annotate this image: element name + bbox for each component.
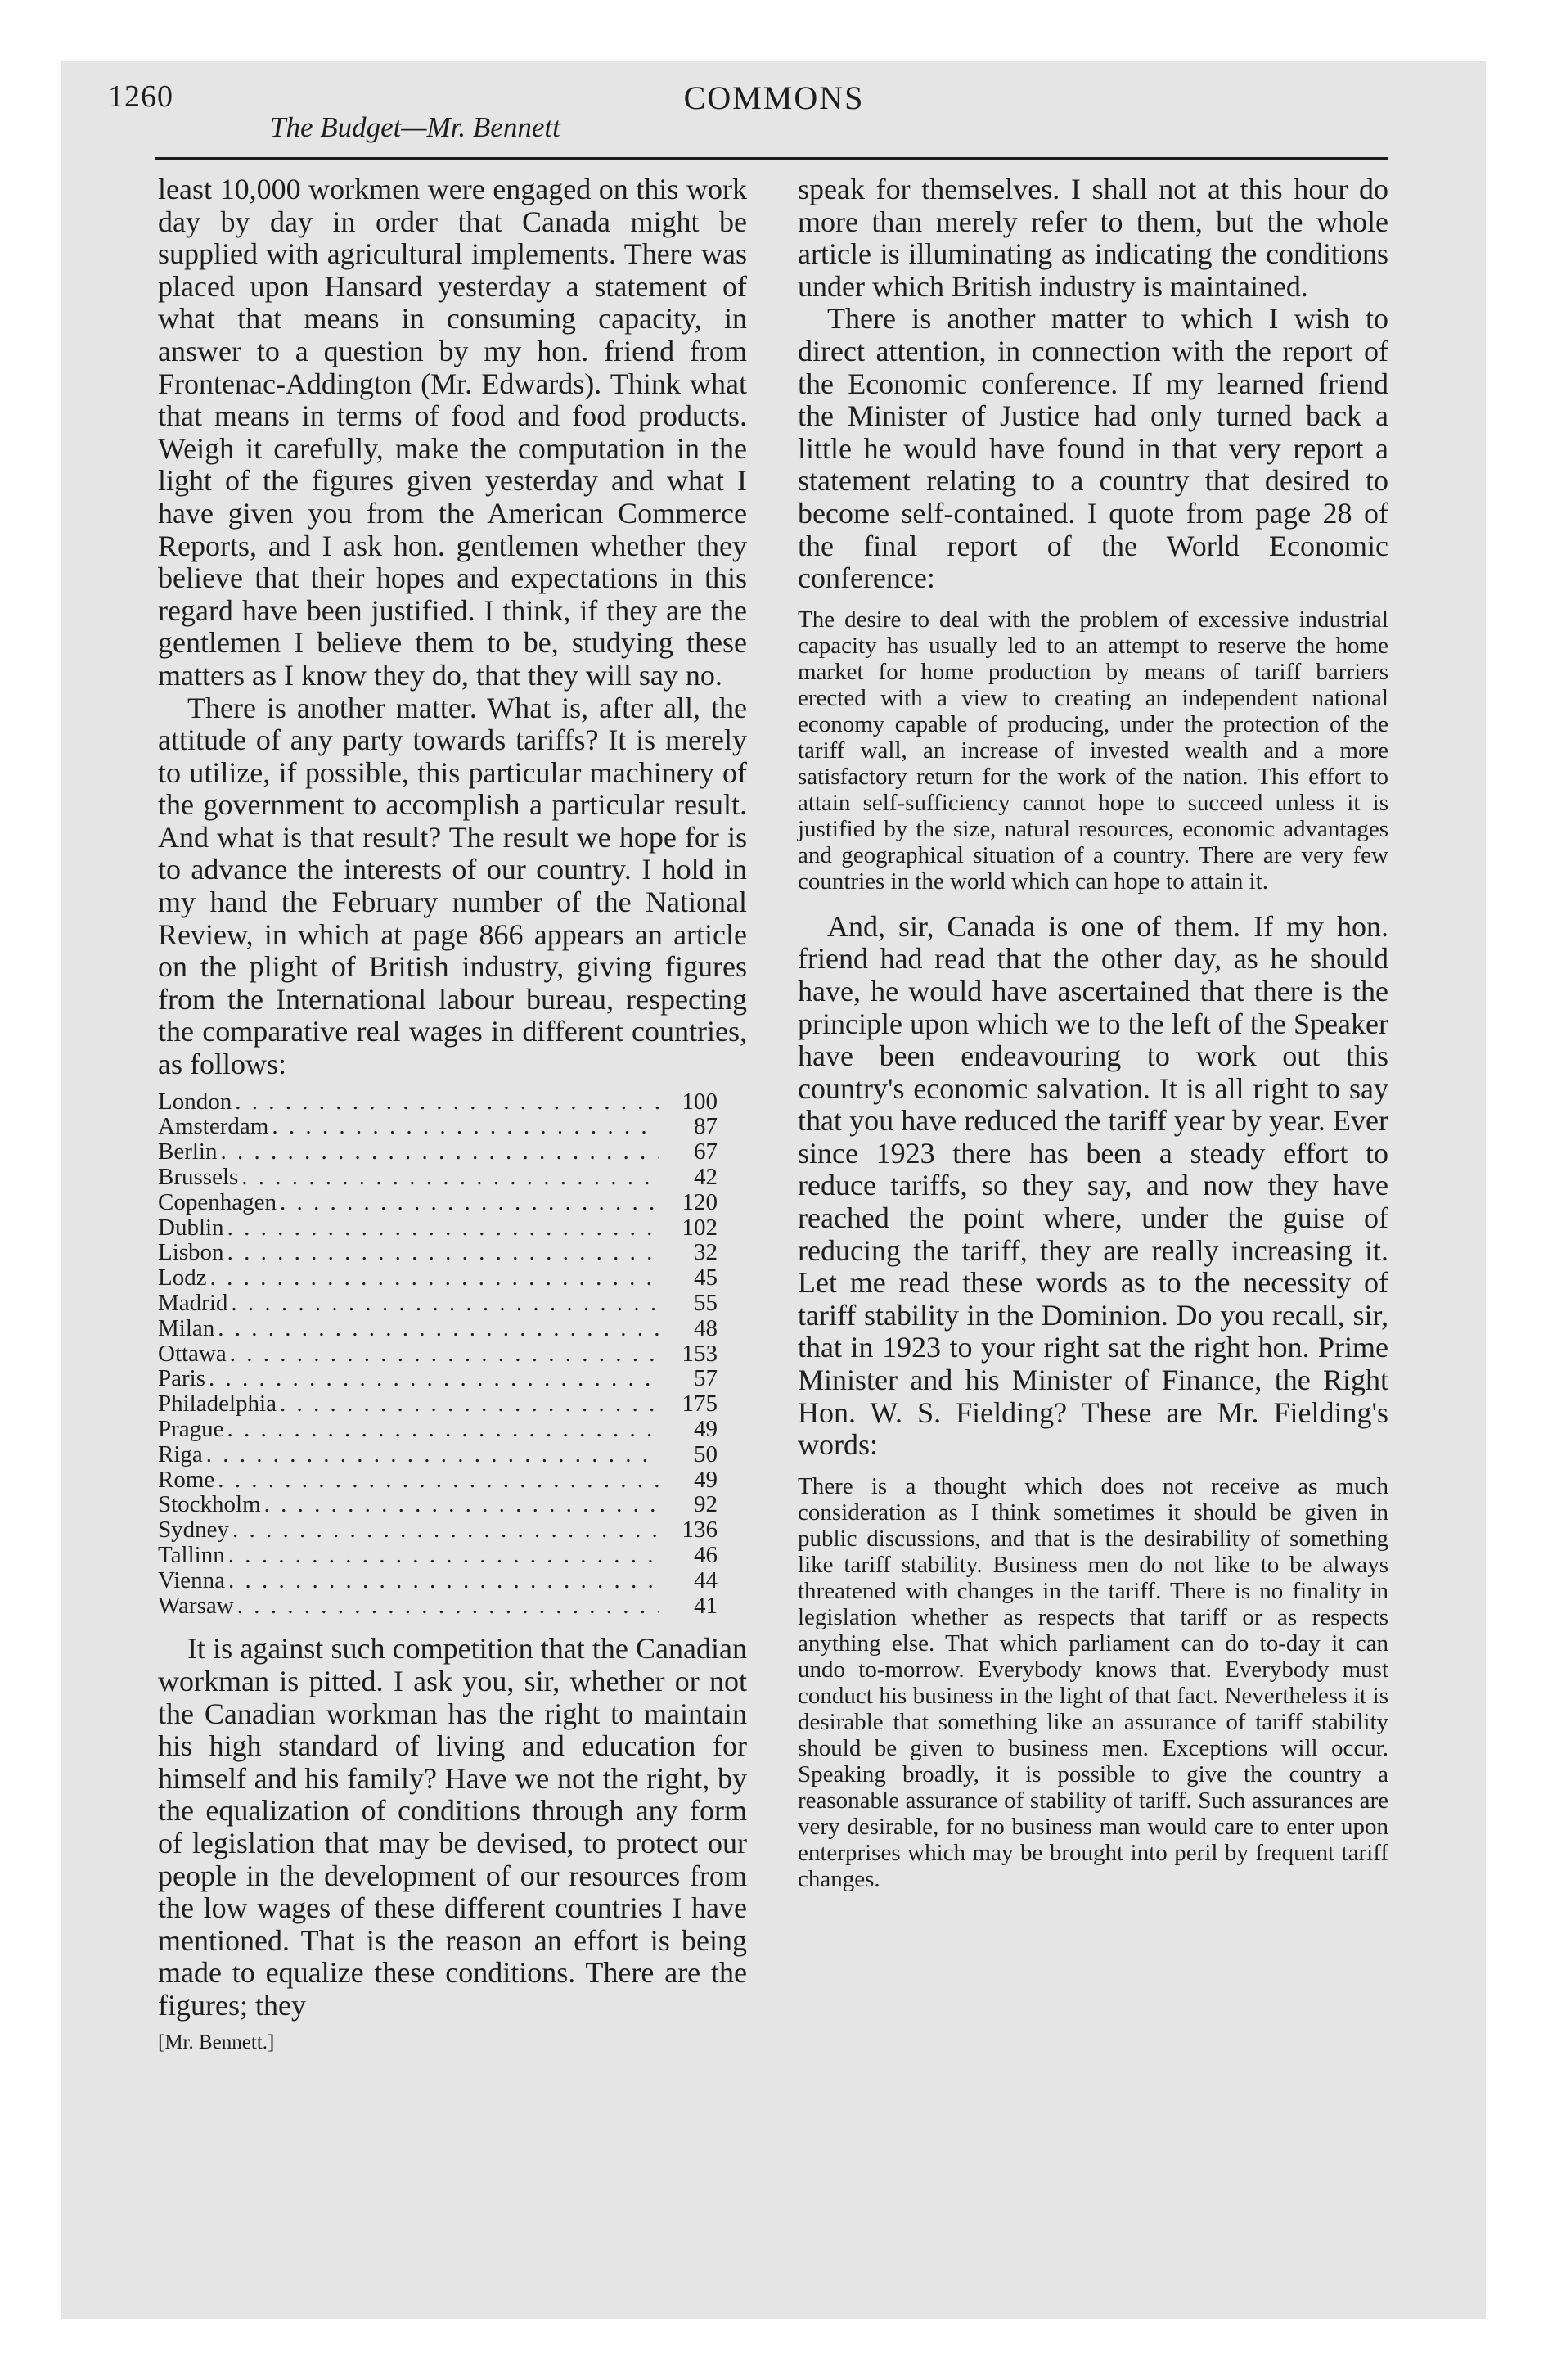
wages-city: Riga: [158, 1440, 203, 1467]
wages-row: [158, 1114, 718, 1139]
wages-row: [158, 1215, 718, 1241]
right-column: [798, 174, 1388, 1909]
wages-row: [158, 1442, 718, 1467]
wages-value: 102: [682, 1214, 718, 1241]
leader-dots: [227, 1215, 659, 1241]
wages-value: 45: [694, 1264, 718, 1291]
wages-city: Madrid: [158, 1290, 228, 1316]
wages-row: [158, 1240, 718, 1265]
paragraph: There is another matter. What is, after all, the attitude of any party towards tariffs? It is merely to utilize, if possible, this particular machinery of the government to accomplish a particular result. And what is that result? The result we hope for is to advance the interests of our country. I hold in my hand the February number of the National Review, in which at page 866 appears an article on the plight of British industry, giving figures from the International labour bureau, respecting the comparative real wages in different countries, as follows:: [158, 691, 747, 1081]
block-quote: There is a thought which does not receive as much consideration as I think sometimes it should be given in public discussions, and that is the desirability of something like tariff stability. Business men do not like to be always threatened with changes in the tariff. There is no finality in legislation whether as respects that tariff or as respects anything else. That which parliament can do to-day it can undo to-morrow. Everybody knows that. Everybody must conduct his business in the light of that fact. Nevertheless it is desirable that something like an assurance of tariff stability should be given to business men. Exceptions will occur. Speaking broadly, it is possible to give the country a reasonable assurance of stability of tariff. Such assurances are very desirable, for no business man would care to enter upon enterprises which may be brought into peril by frequent tariff changes.: [798, 1472, 1388, 1892]
wages-city: Paris: [158, 1365, 205, 1392]
leader-dots: [228, 1543, 659, 1568]
wages-value: 87: [694, 1113, 718, 1140]
wages-value: 44: [694, 1566, 718, 1593]
wages-row: [158, 1190, 718, 1215]
paragraph: It is against such competition that the Canadian workman is pitted. I ask you, sir, whether or not the Canadian workman has the right to maintain his high standard of living and education for himself and his family? Have we not the right, by the equalization of conditions through any form of legislation that may be devised, to protect our people in the development of our resources from the low wages of these different countries I have mentioned. That is the reason an effort is being made to equalize these conditions. There are the figures; they: [158, 1632, 747, 2022]
wages-row: [158, 1165, 718, 1190]
wages-row: [158, 1316, 718, 1341]
wages-row: [158, 1366, 718, 1391]
wages-city: Tallinn: [158, 1541, 225, 1568]
leader-dots: [232, 1517, 659, 1543]
wages-row: [158, 1417, 718, 1442]
wages-value: 46: [694, 1541, 718, 1568]
wages-value: 57: [694, 1365, 718, 1392]
leader-dots: [221, 1139, 659, 1165]
wages-value: 42: [694, 1164, 718, 1191]
running-title: COMMONS: [683, 79, 865, 116]
left-column: [158, 174, 747, 2059]
wages-row: [158, 1265, 718, 1291]
wages-city: Stockholm: [158, 1491, 261, 1518]
wages-value: 49: [694, 1466, 718, 1493]
wages-row: [158, 1139, 718, 1165]
wages-city: London: [158, 1088, 232, 1115]
wages-value: 32: [694, 1239, 718, 1266]
leader-dots: [231, 1291, 659, 1316]
wages-city: Dublin: [158, 1214, 224, 1241]
leader-dots: [227, 1417, 659, 1442]
wages-city: Warsaw: [158, 1592, 234, 1619]
leader-dots: [228, 1568, 659, 1593]
wages-city: Brussels: [158, 1164, 239, 1191]
leader-dots: [230, 1341, 659, 1367]
leader-dots: [241, 1165, 659, 1190]
wages-row: [158, 1593, 718, 1619]
page-number: 1260: [108, 79, 173, 114]
running-subtitle: The Budget—Mr. Bennett: [270, 111, 560, 143]
wages-value: 120: [682, 1188, 718, 1215]
wages-row: [158, 1291, 718, 1316]
wages-row: [158, 1467, 718, 1493]
wages-city: Milan: [158, 1314, 215, 1341]
wages-city: Copenhagen: [158, 1188, 277, 1215]
wages-row: [158, 1568, 718, 1593]
wages-city: Vienna: [158, 1566, 226, 1593]
wages-value: 48: [694, 1314, 718, 1341]
wages-value: 136: [682, 1517, 718, 1544]
wages-city: Lisbon: [158, 1239, 224, 1266]
leader-dots: [227, 1240, 659, 1265]
wages-value: 41: [694, 1592, 718, 1619]
wages-city: Rome: [158, 1466, 215, 1493]
leader-dots: [280, 1190, 659, 1215]
wages-city: Sydney: [158, 1517, 229, 1544]
wages-value: 55: [694, 1290, 718, 1316]
leader-dots: [235, 1089, 659, 1115]
leader-dots: [210, 1265, 659, 1291]
paragraph: There is another matter to which I wish to direct attention, in connection with the report of the Economic conference. If my learned friend the Minister of Justice had only turned back a little he would have found in that very report a statement relating to a country that desired to become self-contained. I quote from page 28 of the final report of the World Economic conference:: [798, 302, 1388, 595]
wages-value: 175: [682, 1391, 718, 1418]
leader-dots: [209, 1366, 659, 1391]
wages-city: Prague: [158, 1415, 224, 1442]
leader-dots: [237, 1593, 659, 1619]
wages-city: Lodz: [158, 1264, 207, 1291]
wages-value: 92: [694, 1491, 718, 1518]
speaker-attribution: [Mr. Bennett.]: [158, 2031, 275, 2054]
leader-dots: [272, 1114, 659, 1139]
wages-row: [158, 1341, 718, 1367]
wages-city: Amsterdam: [158, 1113, 269, 1140]
leader-dots: [264, 1492, 659, 1517]
leader-dots: [280, 1391, 659, 1417]
wages-row: [158, 1517, 718, 1543]
wages-row: [158, 1089, 718, 1115]
wages-value: 100: [682, 1088, 718, 1115]
paragraph: And, sir, Canada is one of them. If my hon. friend had read that the other day, as he should have, he would have ascertained that there is the principle upon which we to the left of the Speaker have been endeavouring to work out this country's economic salvation. It is all right to say that you have reduced the tariff year by year. Ever since 1923 there has been a steady effort to reduce tariffs, so they say, and now they have reached the point where, under the guise of reducing the tariff, they are really increasing it. Let me read these words as to the necessity of tariff stability in the Dominion. Do you recall, sir, that in 1923 to your right sat the right hon. Prime Minister and his Minister of Finance, the Right Hon. W. S. Fielding? These are Mr. Fielding's words:: [798, 909, 1388, 1462]
paragraph: speak for themselves. I shall not at this hour do more than merely refer to them, but the whole article is illuminating as indicating the conditions under which British industry is maintained.: [798, 173, 1388, 303]
wages-value: 67: [694, 1138, 718, 1165]
leader-dots: [206, 1442, 659, 1467]
wages-value: 153: [682, 1340, 718, 1367]
wages-value: 49: [694, 1415, 718, 1442]
wages-city: Ottawa: [158, 1340, 227, 1367]
leader-dots: [218, 1467, 659, 1493]
paragraph: least 10,000 workmen were engaged on this work day by day in order that Canada might be supplied with agricultural implements. There was placed upon Hansard yesterday a statement of what that means in consuming capacity, in answer to a question by my hon. friend from Frontenac-Addington (Mr. Edwards). Think what that means in terms of food and food products. Weigh it carefully, make the computation in the light of the figures given yesterday and what I have given you from the American Commerce Reports, and I ask hon. gentlemen whether they believe that their hopes and expectations in this regard have been justified. I think, if they are the gentlemen I believe them to be, studying these matters as I know they do, that they will say no.: [158, 173, 747, 692]
block-quote: The desire to deal with the problem of excessive industrial capacity has usually led to an attempt to reserve the home market for home production by means of tariff barriers erected with a view to creating an independent national economy capable of producing, under the protection of the tariff wall, an increase of invested wealth and a more satisfactory return for the work of the nation. This effort to attain self-sufficiency cannot hope to succeed unless it is justified by the size, natural resources, economic advantages and geographical situation of a country. There are very few countries in the world which can hope to attain it.: [798, 606, 1388, 895]
wages-row: [158, 1543, 718, 1568]
wages-table: [158, 1089, 747, 1619]
wages-city: Philadelphia: [158, 1391, 277, 1418]
wages-row: [158, 1492, 718, 1517]
wages-city: Berlin: [158, 1138, 218, 1165]
leader-dots: [218, 1316, 659, 1341]
wages-value: 50: [694, 1440, 718, 1467]
header-rule: [155, 157, 1388, 160]
wages-row: [158, 1391, 718, 1417]
